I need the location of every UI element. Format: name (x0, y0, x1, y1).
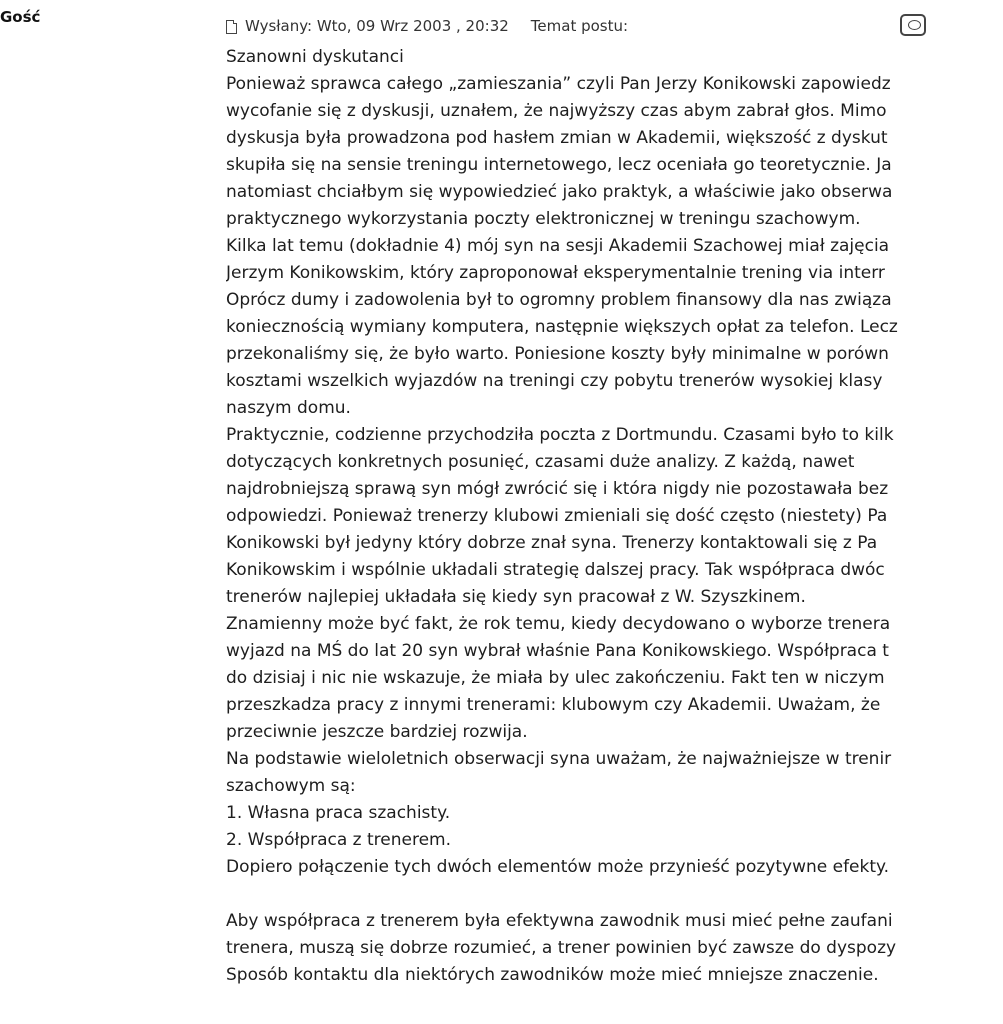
post-text-line: praktycznego wykorzystania poczty elektronicznej w treningu szachowym. (226, 209, 861, 229)
forum-post (226, 14, 1003, 1014)
post-document-icon[interactable] (226, 20, 237, 34)
post-text-line (226, 881, 1003, 908)
post-text-line: 2. Współpraca z trenerem. (226, 830, 452, 850)
post-text-line: trenerów najlepiej układała się kiedy syn pracował z W. Szyszkinem. (226, 587, 806, 607)
post-text-line: Aby współpraca z trenerem była efektywna zawodnik musi mieć pełne zaufani (226, 911, 893, 931)
post-text-line: Konikowskim i wspólnie układali strategię dalszej pracy. Tak współpraca dwóc (226, 560, 885, 580)
post-text-line: kosztami wszelkich wyjazdów na treningi czy pobytu trenerów wysokiej klasy (226, 371, 883, 391)
post-text-line: do dzisiaj i nic nie wskazuje, że miała by ulec zakończeniu. Fakt ten w niczym (226, 668, 885, 688)
post-text-line: natomiast chciałbym się wypowiedzieć jako praktyk, a właściwie jako obserwa (226, 182, 893, 202)
post-author[interactable]: Gość (0, 8, 41, 26)
post-text-line: najdrobniejszą sprawą syn mógł zwrócić się i która nigdy nie pozostawała bez (226, 479, 889, 499)
post-body (226, 44, 1003, 989)
post-text-line: koniecznością wymiany komputera, następnie większych opłat za telefon. Lecz (226, 317, 898, 337)
post-text-line: Dopiero połączenie tych dwóch elementów może przynieść pozytywne efekty. (226, 857, 890, 877)
topic-label: Temat postu: (530, 17, 629, 35)
post-text-line: dyskusja była prowadzona pod hasłem zmian w Akademii, większość z dyskut (226, 128, 888, 148)
post-text-line: wyjazd na MŚ do lat 20 syn wybrał właśnie Pana Konikowskiego. Współpraca t (226, 641, 889, 661)
post-text-line: Sposób kontaktu dla niektórych zawodników może mieć mniejsze znaczenie. (226, 965, 879, 985)
post-text-line: Oprócz dumy i zadowolenia był to ogromny problem finansowy dla nas związa (226, 290, 892, 310)
post-text-line: odpowiedzi. Ponieważ trenerzy klubowi zmieniali się dość często (niestety) Pa (226, 506, 888, 526)
post-text-line: przeciwnie jeszcze bardziej rozwija. (226, 722, 528, 742)
post-text-line: Znamienny może być fakt, że rok temu, kiedy decydowano o wyborze trenera (226, 614, 891, 634)
post-text-line: Praktycznie, codzienne przychodziła poczta z Dortmundu. Czasami było to kilk (226, 425, 894, 445)
quote-icon[interactable] (900, 14, 926, 36)
post-text-line: Kilka lat temu (dokładnie 4) mój syn na sesji Akademii Szachowej miał zajęcia (226, 236, 890, 256)
post-text-line: skupiła się na sensie treningu internetowego, lecz oceniała go teoretycznie. Ja (226, 155, 892, 175)
post-text-line: przeszkadza pracy z innymi trenerami: klubowym czy Akademii. Uważam, że (226, 695, 881, 715)
post-text-line: wycofanie się z dyskusji, uznałem, że najwyższy czas abym zabrał głos. Mimo (226, 101, 887, 121)
post-text-line: naszym domu. (226, 398, 351, 418)
post-text-line: Ponieważ sprawca całego „zamieszania” czyli Pan Jerzy Konikowski zapowiedz (226, 74, 891, 94)
post-text-line: 1. Własna praca szachisty. (226, 803, 451, 823)
post-text-line: trenera, muszą się dobrze rozumieć, a trener powinien być zawsze do dyspozy (226, 938, 897, 958)
posted-date: Wysłany: Wto, 09 Wrz 2003 , 20:32 (245, 17, 509, 35)
post-text-line: przekonaliśmy się, że było warto. Poniesione koszty były minimalne w porówn (226, 344, 889, 364)
post-meta (226, 14, 1003, 38)
post-text-line: szachowym są: (226, 776, 356, 796)
post-text-line: Konikowski był jedyny który dobrze znał syna. Trenerzy kontaktowali się z Pa (226, 533, 878, 553)
post-text-line: dotyczących konkretnych posunięć, czasami duże analizy. Z każdą, nawet (226, 452, 855, 472)
post-text-line: Szanowni dyskutanci (226, 47, 404, 67)
post-text-line: Jerzym Konikowskim, który zaproponował eksperymentalnie trening via interr (226, 263, 885, 283)
post-text-line: Na podstawie wieloletnich obserwacji syna uważam, że najważniejsze w trenir (226, 749, 892, 769)
